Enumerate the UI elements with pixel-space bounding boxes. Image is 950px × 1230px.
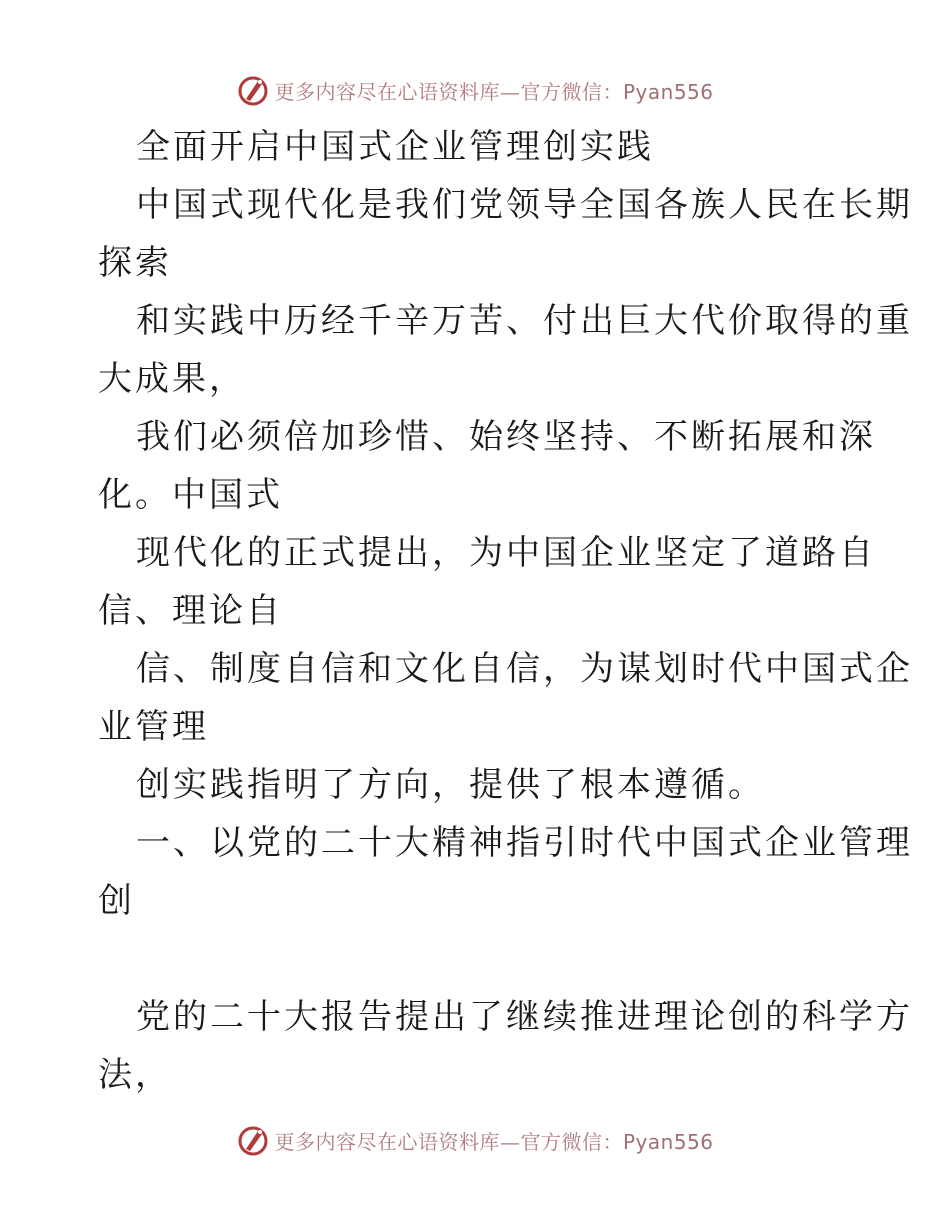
- paragraph-line: 化。中国式: [98, 475, 283, 515]
- watermark-official-label: 官方微信：: [520, 1129, 623, 1154]
- paragraph-line: 法，: [98, 1055, 172, 1095]
- paragraph-line: 大成果，: [98, 359, 246, 399]
- watermark-separator: —: [499, 79, 521, 104]
- paragraph-line: 创实践指明了方向，提供了根本遵循。: [136, 765, 765, 805]
- watermark-separator: —: [499, 1129, 521, 1154]
- document-body: [98, 118, 913, 1104]
- watermark-official-label: 官方微信：: [520, 79, 623, 104]
- doc-title: 全面开启中国式企业管理创实践: [136, 127, 654, 167]
- footer-watermark: [0, 1120, 950, 1160]
- watermark-wechat-id: Pyan556: [622, 1129, 714, 1154]
- watermark-text: [274, 76, 713, 105]
- paragraph-line: 和实践中历经千辛万苦、付出巨大代价取得的重: [136, 301, 913, 341]
- paragraph-line: 信、理论自: [98, 591, 283, 631]
- blank-line: [98, 930, 858, 988]
- paragraph-line: 业管理: [98, 707, 209, 747]
- watermark-text: [274, 1126, 713, 1155]
- paragraph-line: 探索: [98, 243, 172, 283]
- watermark-brand: 更多内容尽在心语资料库: [274, 79, 500, 104]
- header-watermark: [0, 70, 950, 110]
- paragraph-line: 信、制度自信和文化自信，为谋划时代中国式企: [136, 649, 913, 689]
- watermark-brand: 更多内容尽在心语资料库: [274, 1129, 500, 1154]
- pen-logo-icon: [236, 73, 270, 107]
- paragraph-line: 党的二十大报告提出了继续推进理论创的科学方: [136, 997, 913, 1037]
- section-heading: 一、以党的二十大精神指引时代中国式企业管理: [136, 823, 913, 863]
- paragraph-line: 我们必须倍加珍惜、始终坚持、不断拓展和深: [136, 417, 876, 457]
- watermark-wechat-id: Pyan556: [622, 79, 714, 104]
- section-heading-cont: 创: [98, 881, 135, 921]
- pen-logo-icon: [236, 1123, 270, 1157]
- paragraph-line: 现代化的正式提出，为中国企业坚定了道路自: [136, 533, 876, 573]
- paragraph-line: 中国式现代化是我们党领导全国各族人民在长期: [136, 185, 913, 225]
